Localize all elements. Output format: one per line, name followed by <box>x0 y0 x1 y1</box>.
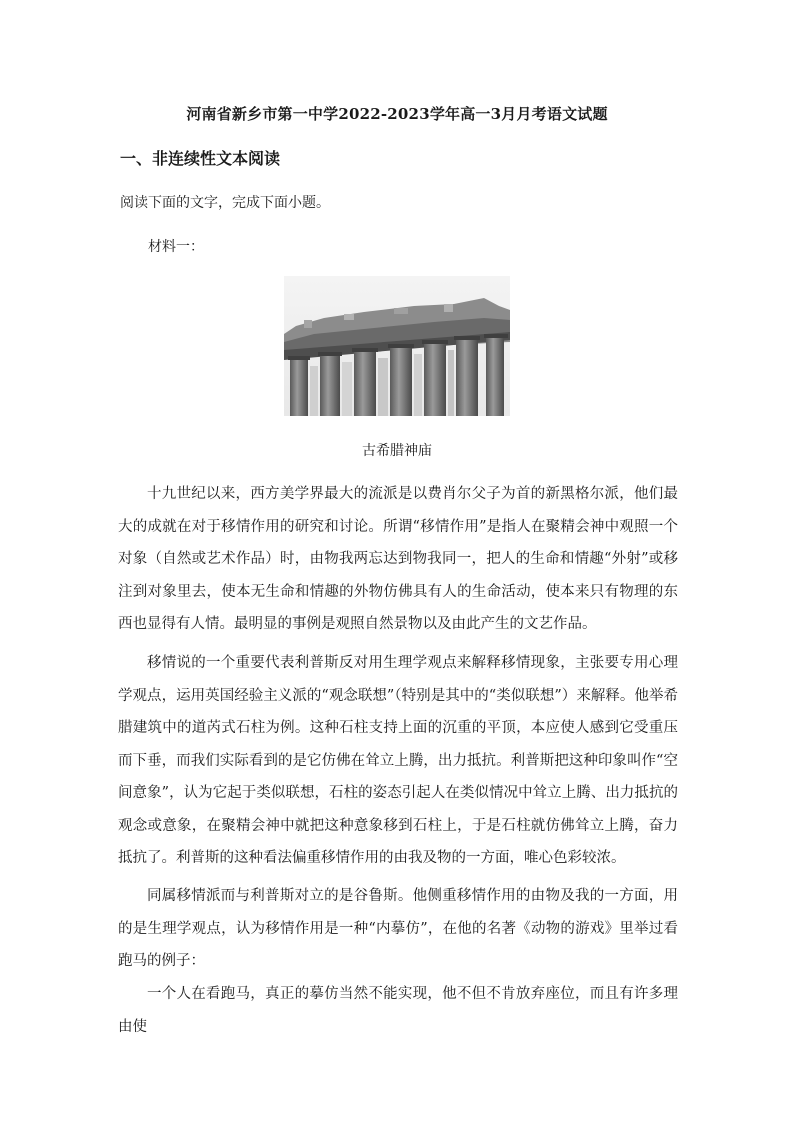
paragraph: 移情说的一个重要代表利普斯反对用生理学观点来解释移情现象，主张要专用心理学观点，运用英国经验主义派的“观念联想”（特别是其中的“类似联想”）来解释。他举希腊建筑中的道芮式石柱为例。这种石柱支持上面的沉重的平顶，本应使人感到它受重压而下垂，而我们实际看到的是它仿佛在耸立上腾，出力抵抗。利普斯把这种印象叫作“空间意象”，认为它起于类似联想，石柱的姿态引起人在类似情况中耸立上腾、出力抵抗的观念或意象，在聚精会神中就把这种意象移到石柱上，于是石柱就仿佛耸立上腾，奋力抵抗了。利普斯的这种看法偏重移情作用的由我及物的一方面，唯心色彩较浓。 <box>118 655 678 866</box>
material-label: 材料一： <box>148 239 204 255</box>
section-heading: 一、非连续性文本阅读 <box>120 149 281 168</box>
figure-caption: 古希腊神庙 <box>362 443 432 459</box>
paragraph: 一个人在看跑马，真正的摹仿当然不能实现，他不但不肯放弃座位，而且有许多理由使 <box>118 986 678 1035</box>
paragraph: 十九世纪以来，西方美学界最大的流派是以费肖尔父子为首的新黑格尔派，他们最大的成就在对于移情作用的研究和讨论。所谓“移情作用”是指人在聚精会神中观照一个对象（自然或艺术作品）时，由物我两忘达到物我同一，把人的生命和情趣“外射”或移注到对象里去，使本无生命和情趣的外物仿佛具有人的生命活动，使本来只有物理的东西也显得有人情。最明显的事例是观照自然景物以及由此产生的文艺作品。 <box>118 486 678 632</box>
instruction-text: 阅读下面的文字，完成下面小题。 <box>120 195 330 211</box>
paragraph: 同属移情派而与利普斯对立的是谷鲁斯。他侧重移情作用的由物及我的一方面，用的是生理学观点，认为移情作用是一种“内摹仿”，在他的名著《动物的游戏》里举过看跑马的例子： <box>118 888 678 969</box>
page-title: 河南省新乡市第一中学2022-2023学年高一3月月考语文试题 <box>186 105 608 123</box>
greek-temple-photo <box>284 276 510 416</box>
